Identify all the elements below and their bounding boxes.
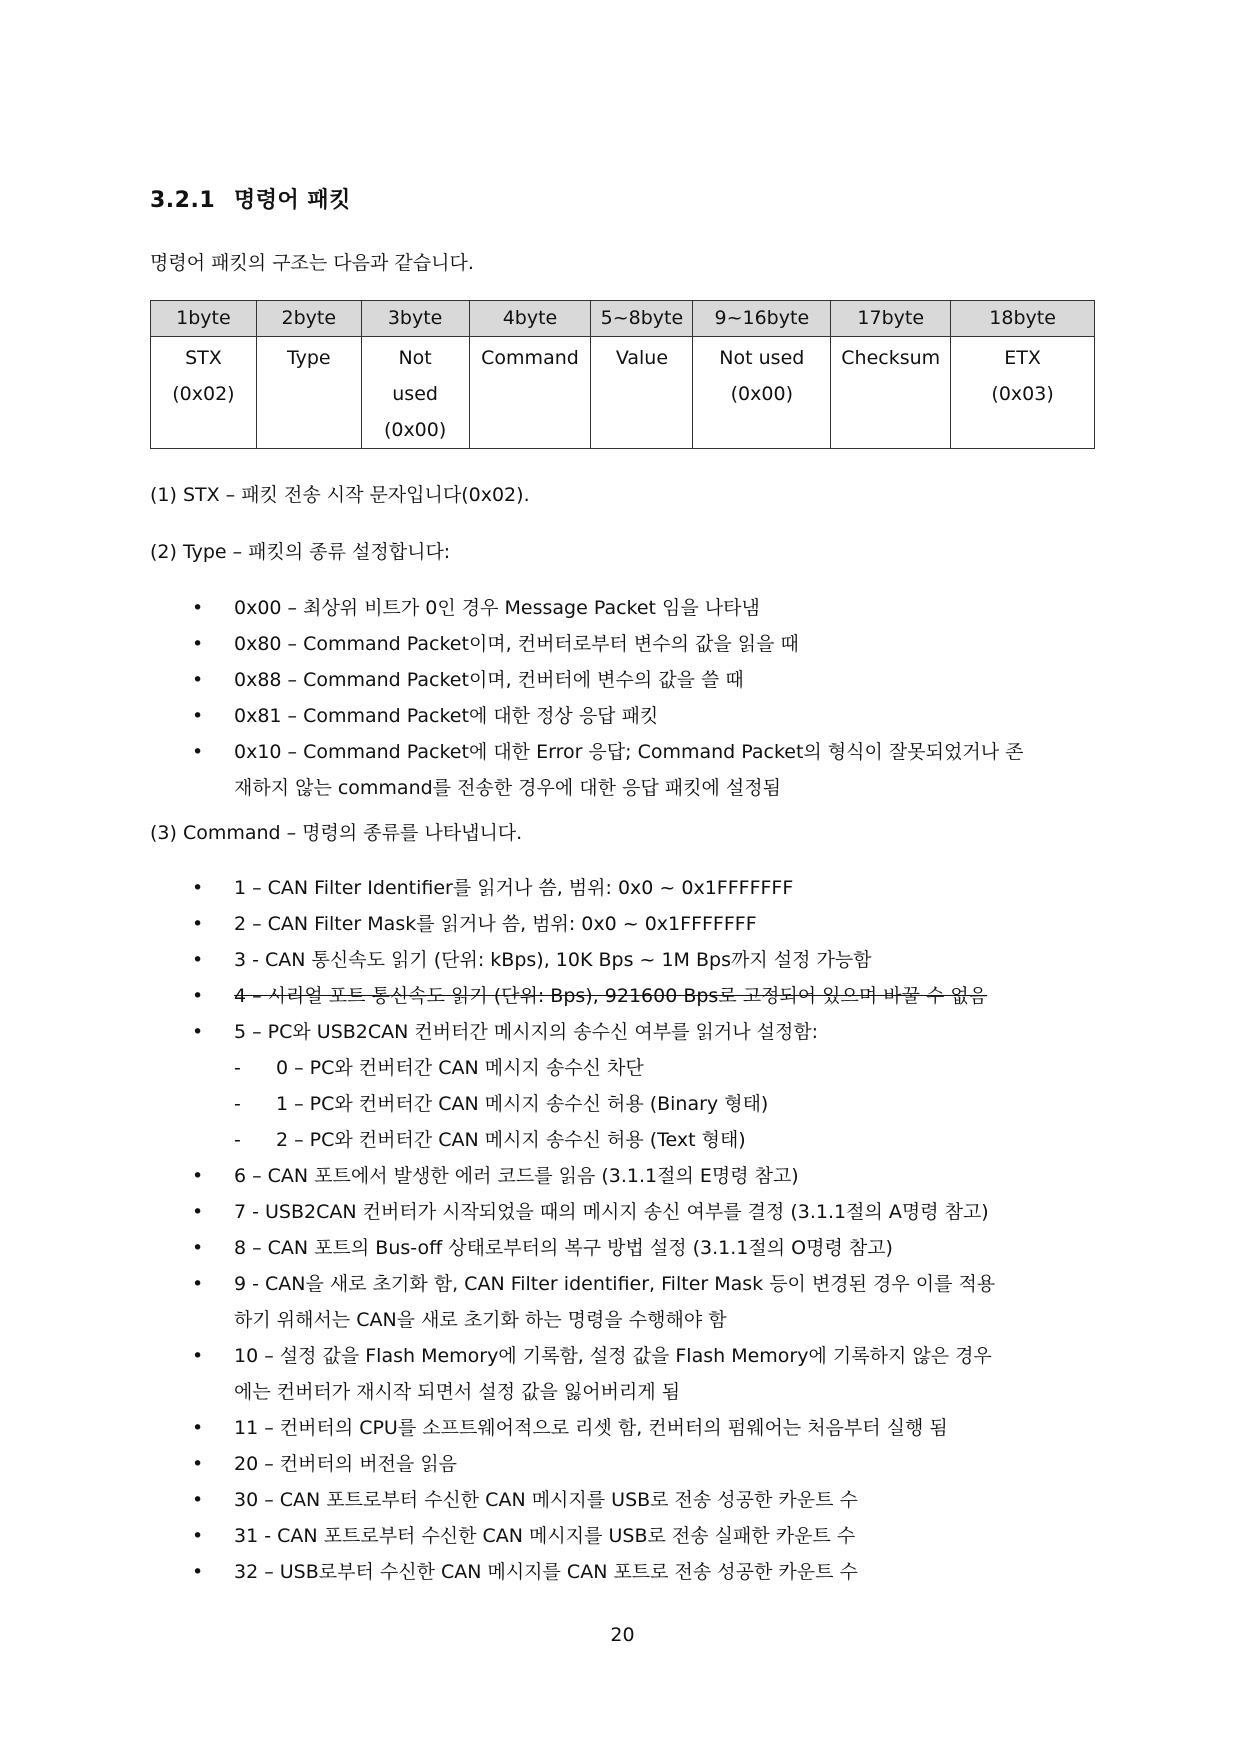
bullet-marker: • — [192, 1021, 204, 1043]
list-item-text: 하기 위해서는 CAN을 새로 초기화 하는 명령을 수행해야 함 — [234, 1309, 727, 1331]
cell-line: (0x02) — [172, 383, 235, 405]
table-cell — [951, 337, 1095, 449]
list-item — [150, 1518, 1095, 1554]
list-item — [150, 734, 1095, 770]
header-cell: 4byte — [469, 301, 591, 337]
bullet-marker: • — [192, 1237, 204, 1259]
list-item-text: 2 – CAN Filter Mask를 읽거나 씀, 범위: 0x0 ~ 0x1FFFFFFF — [234, 913, 757, 935]
list-item — [150, 870, 1095, 906]
sub-list-item — [150, 1122, 1095, 1158]
section-number: 3.2.1 — [150, 188, 216, 213]
bullet-marker: • — [192, 705, 204, 727]
dash-marker: - — [234, 1093, 241, 1115]
type-list — [150, 590, 1095, 806]
section-heading — [150, 183, 351, 214]
list-item-text: 2 – PC와 컨버터간 CAN 메시지 송수신 허용 (Text 형태) — [276, 1129, 746, 1151]
cell-line: Value — [615, 347, 669, 369]
list-item-text: 0x10 – Command Packet에 대한 Error 응답; Command Packet의 형식이 잘못되었거나 존 — [234, 741, 1024, 763]
list-item-text: 10 – 설정 값을 Flash Memory에 기록함, 설정 값을 Flash Memory에 기록하지 않은 경우 — [234, 1345, 992, 1367]
table-cell — [256, 337, 361, 449]
bullet-marker: • — [192, 1345, 204, 1367]
bullet-marker: • — [192, 1489, 204, 1511]
list-item-text: 31 - CAN 포트로부터 수신한 CAN 메시지를 USB로 전송 실패한 카운트 수 — [234, 1525, 856, 1547]
table-cell — [591, 337, 693, 449]
header-cell: 18byte — [951, 301, 1095, 337]
sub-list-item — [150, 1050, 1095, 1086]
list-item-text: 20 – 컨버터의 버전을 읽음 — [234, 1453, 458, 1475]
list-item-text: 0 – PC와 컨버터간 CAN 메시지 송수신 차단 — [276, 1057, 644, 1079]
cell-line: Checksum — [841, 347, 941, 369]
list-item-text: 에는 컨버터가 재시작 되면서 설정 값을 잃어버리게 됨 — [234, 1381, 681, 1403]
list-item-text: 재하지 않는 command를 전송한 경우에 대한 응답 패킷에 설정됨 — [234, 777, 781, 799]
table-cell — [361, 337, 469, 449]
list-item-text: 1 – PC와 컨버터간 CAN 메시지 송수신 허용 (Binary 형태) — [276, 1093, 769, 1115]
list-item-text: 1 – CAN Filter Identifier를 읽거나 씀, 범위: 0x0 ~ 0x1FFFFFFF — [234, 877, 794, 899]
list-item — [150, 1410, 1095, 1446]
header-cell: 5~8byte — [591, 301, 693, 337]
list-item — [150, 1338, 1095, 1374]
page-number: 20 — [610, 1624, 635, 1646]
bullet-marker: • — [192, 669, 204, 691]
list-item-struck — [150, 978, 1095, 1014]
cell-line: Not used — [719, 347, 805, 369]
list-item-text: 0x88 – Command Packet이며, 컨버터에 변수의 값을 쓸 때 — [234, 669, 744, 691]
cell-line: (0x00) — [383, 419, 447, 441]
list-item-continuation — [150, 1302, 1095, 1338]
list-item — [150, 626, 1095, 662]
list-item-text: 6 – CAN 포트에서 발생한 에러 코드를 읽음 (3.1.1절의 E명령 참고) — [234, 1165, 799, 1187]
list-item-text: 0x80 – Command Packet이며, 컨버터로부터 변수의 값을 읽을 때 — [234, 633, 799, 655]
list-item-text: 7 - USB2CAN 컨버터가 시작되었을 때의 메시지 송신 여부를 결정 (3.1.1절의 A명령 참고) — [234, 1201, 989, 1223]
bullet-marker: • — [192, 1453, 204, 1475]
list-item-text: 8 – CAN 포트의 Bus-off 상태로부터의 복구 방법 설정 (3.1.1절의 O명령 참고) — [234, 1237, 893, 1259]
cell-line: Not — [398, 347, 432, 369]
section-title: 명령어 패킷 — [234, 188, 351, 213]
bullet-marker: • — [192, 1165, 204, 1187]
table-header-row — [151, 301, 1095, 337]
list-item — [150, 662, 1095, 698]
list-item-text: 5 – PC와 USB2CAN 컨버터간 메시지의 송수신 여부를 읽거나 설정함: — [234, 1021, 819, 1043]
list-item — [150, 590, 1095, 626]
header-cell: 1byte — [151, 301, 257, 337]
list-item — [150, 1446, 1095, 1482]
cell-line: Type — [286, 347, 331, 369]
list-item — [150, 1014, 1095, 1050]
bullet-marker: • — [192, 1417, 204, 1439]
cell-line: STX — [185, 347, 222, 369]
list-item-text: 32 – USB로부터 수신한 CAN 메시지를 CAN 포트로 전송 성공한 카운트 수 — [234, 1561, 858, 1583]
cell-line: (0x00) — [730, 383, 793, 405]
list-item — [150, 1482, 1095, 1518]
bullet-marker: • — [192, 1201, 204, 1223]
cell-line: (0x03) — [991, 383, 1054, 405]
bullet-marker: • — [192, 1525, 204, 1547]
list-item — [150, 698, 1095, 734]
bullet-marker: • — [192, 877, 204, 899]
bullet-marker: • — [192, 1273, 204, 1295]
table-cell — [151, 337, 257, 449]
dash-marker: - — [234, 1129, 241, 1151]
table-cell — [469, 337, 591, 449]
sub-list-item — [150, 1086, 1095, 1122]
command-description: (3) Command – 명령의 종류를 나타냅니다. — [150, 822, 523, 844]
list-item — [150, 906, 1095, 942]
type-description: (2) Type – 패킷의 종류 설정합니다: — [150, 541, 451, 563]
intro-paragraph: 명령어 패킷의 구조는 다음과 같습니다. — [150, 252, 474, 274]
list-item-text: 0x81 – Command Packet에 대한 정상 응답 패킷 — [234, 705, 659, 727]
list-item-text: 3 - CAN 통신속도 읽기 (단위: kBps), 10K Bps ~ 1M Bps까지 설정 가능함 — [234, 949, 872, 971]
header-cell: 17byte — [831, 301, 951, 337]
list-item-text: 30 – CAN 포트로부터 수신한 CAN 메시지를 USB로 전송 성공한 카운트 수 — [234, 1489, 858, 1511]
list-item-text: 4 – 시리얼 포트 통신속도 읽기 (단위: Bps), 921600 Bps로 고정되어 있으며 바꿀 수 없음 — [234, 985, 988, 1007]
cell-line: Command — [481, 347, 579, 369]
table-row — [151, 337, 1095, 449]
list-item-text: 11 – 컨버터의 CPU를 소프트웨어적으로 리셋 함, 컨버터의 펌웨어는 처음부터 실행 됨 — [234, 1417, 948, 1439]
header-cell: 2byte — [256, 301, 361, 337]
list-item-continuation — [150, 770, 1095, 806]
list-item-text: 9 - CAN을 새로 초기화 함, CAN Filter identifier, Filter Mask 등이 변경된 경우 이를 적용 — [234, 1273, 996, 1295]
table-cell — [693, 337, 831, 449]
list-item — [150, 1230, 1095, 1266]
list-item — [150, 1158, 1095, 1194]
bullet-marker: • — [192, 1561, 204, 1583]
header-cell: 3byte — [361, 301, 469, 337]
list-item-continuation — [150, 1374, 1095, 1410]
cell-line: ETX — [1004, 347, 1041, 369]
header-cell: 9~16byte — [693, 301, 831, 337]
list-item — [150, 1266, 1095, 1302]
stx-description: (1) STX – 패킷 전송 시작 문자입니다(0x02). — [150, 484, 530, 506]
command-list — [150, 870, 1095, 1590]
bullet-marker: • — [192, 741, 204, 763]
list-item — [150, 1194, 1095, 1230]
bullet-marker: • — [192, 597, 204, 619]
cell-line: used — [392, 383, 438, 405]
dash-marker: - — [234, 1057, 241, 1079]
bullet-marker: • — [192, 949, 204, 971]
bullet-marker: • — [192, 985, 204, 1007]
bullet-marker: • — [192, 913, 204, 935]
table-cell — [831, 337, 951, 449]
bullet-marker: • — [192, 633, 204, 655]
list-item-text: 0x00 – 최상위 비트가 0인 경우 Message Packet 임을 나타냄 — [234, 597, 760, 619]
list-item — [150, 1554, 1095, 1590]
list-item — [150, 942, 1095, 978]
packet-structure-table — [150, 300, 1095, 449]
